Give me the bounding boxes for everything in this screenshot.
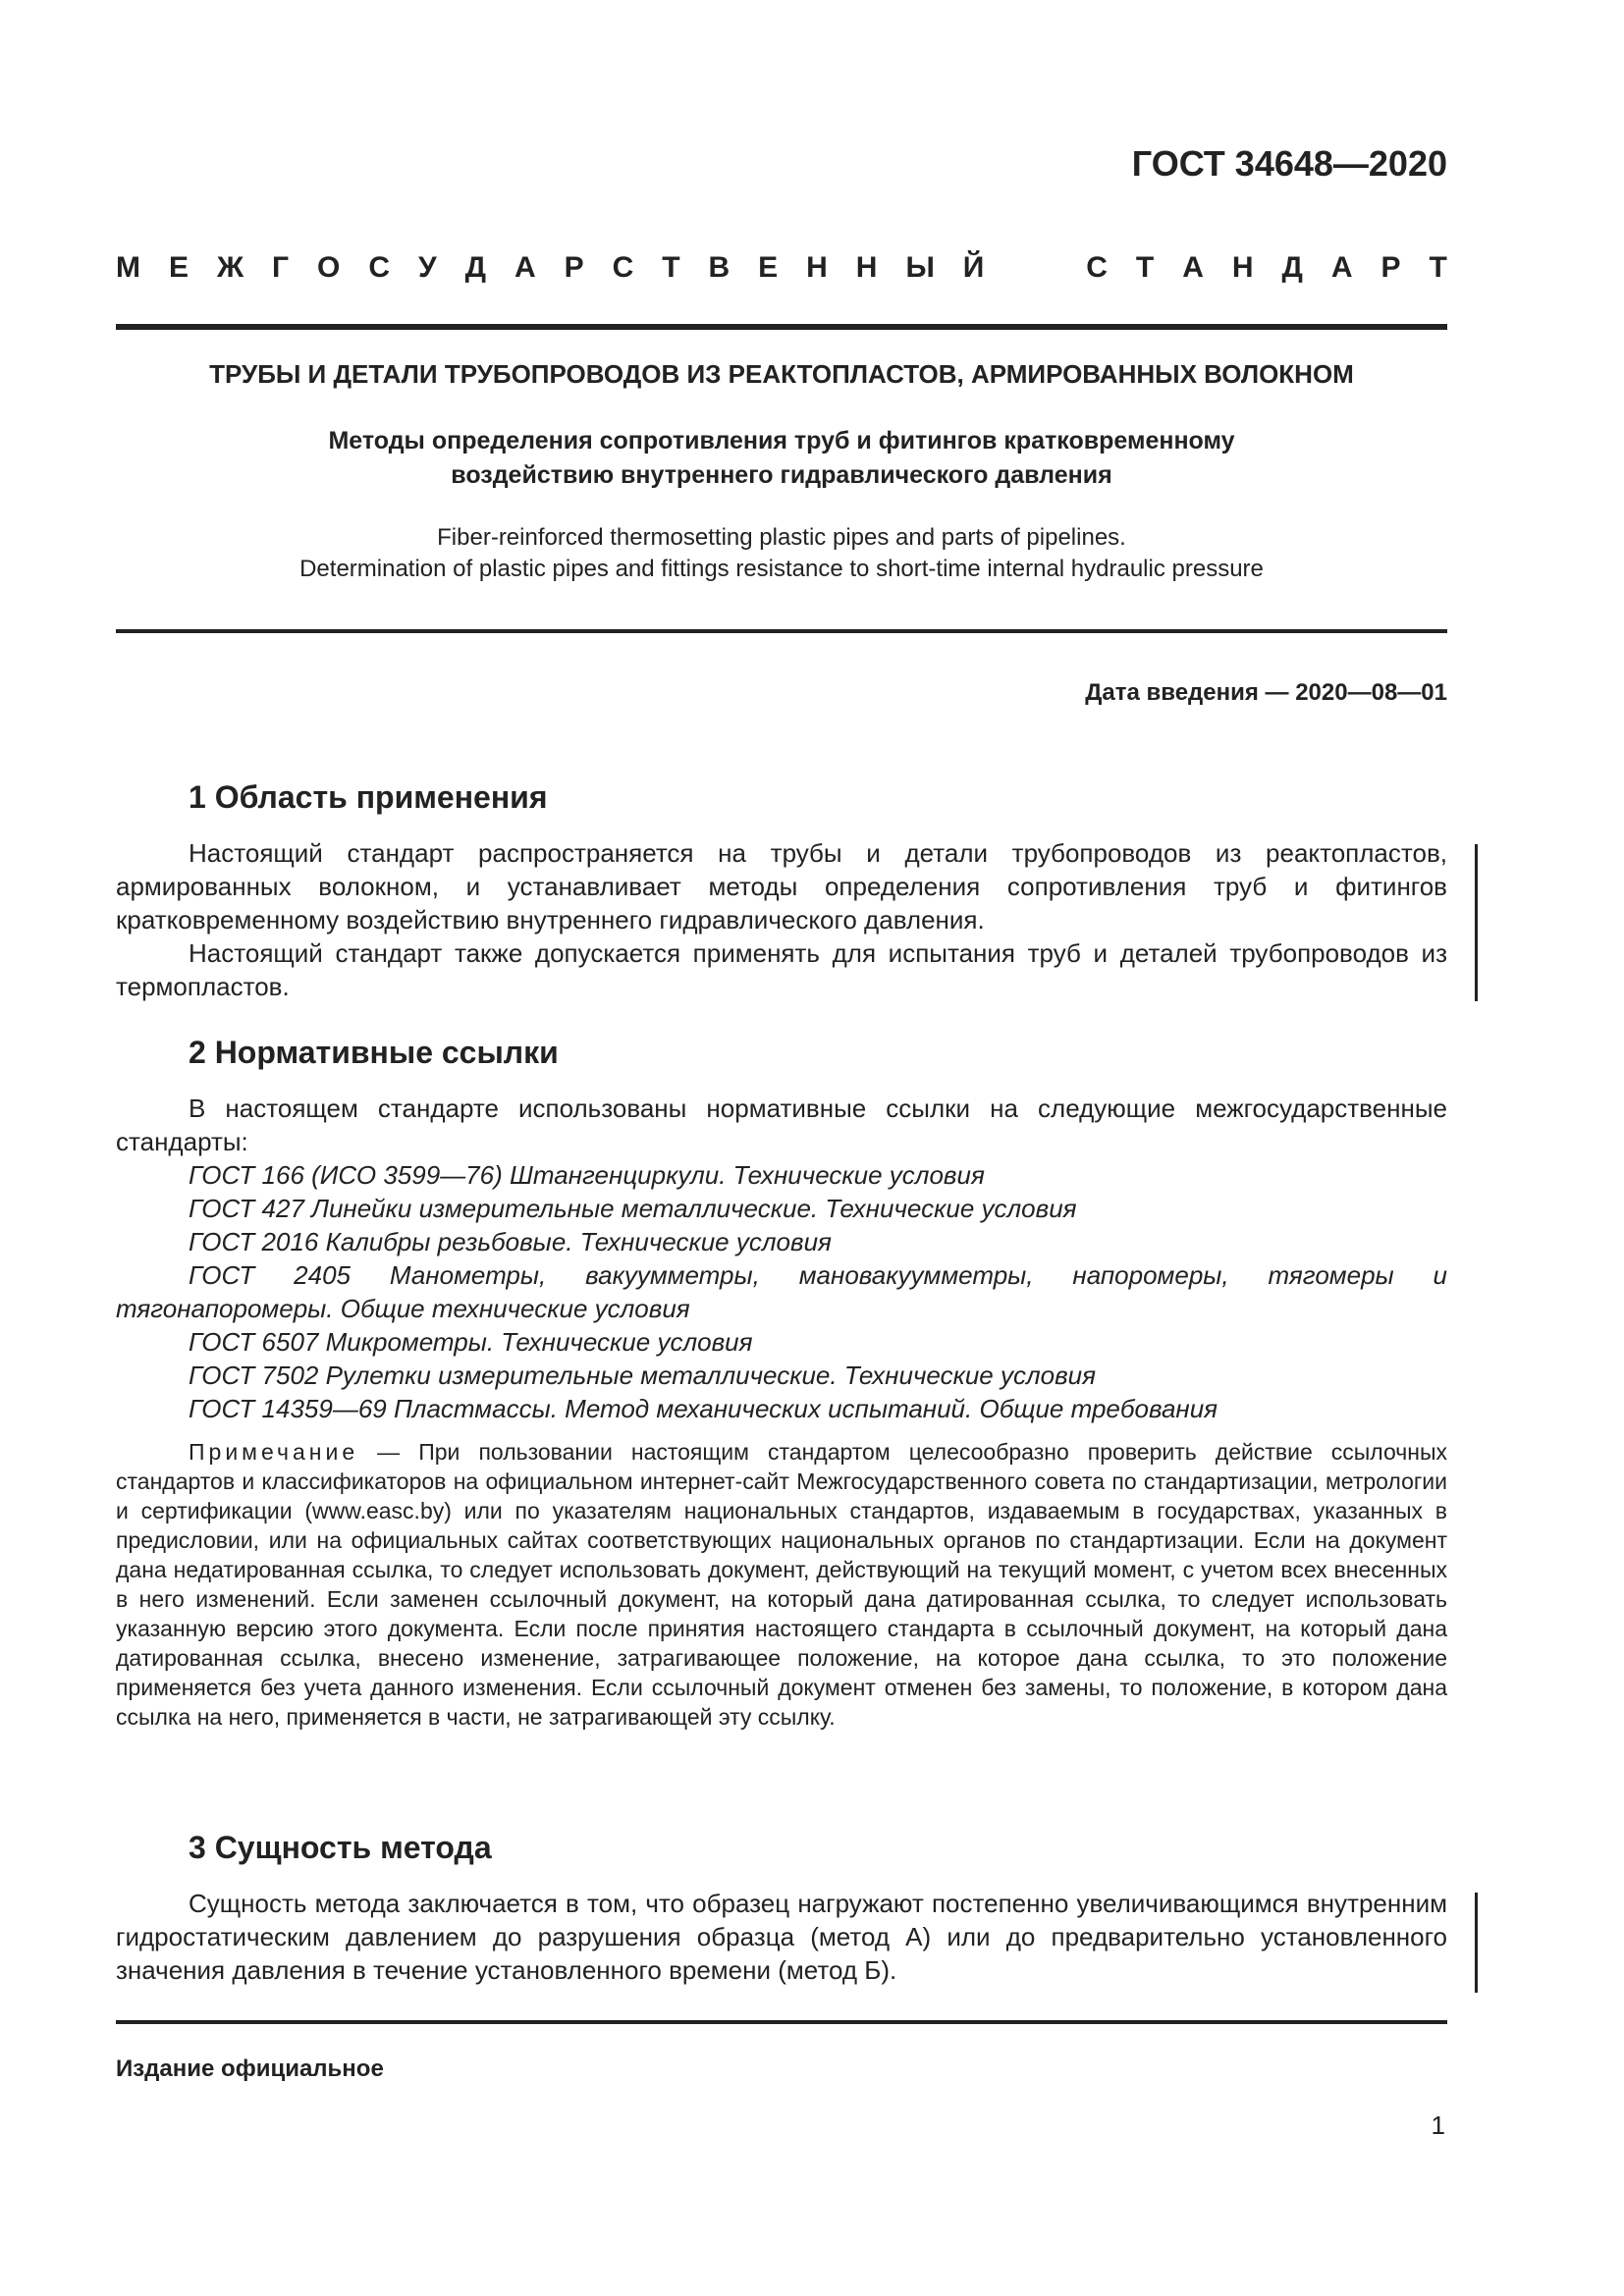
reference-item: ГОСТ 7502 Рулетки измерительные металлические. Технические условия: [189, 1361, 1097, 1390]
reference-note: [116, 1437, 1447, 1732]
note-text: — При пользовании настоящим стандартом целесообразно проверить действие ссылочных стандартов и классификаторов на официальном интернет-сайт Межгосударственного совета по стандартизации, метрологии и сертификации (www.easc.by) или по указателям национальных стандартов, издаваемым в государствах, указанных в предисловии, или на официальных сайтах соответствующих национальных органов по стандартизации. Если на документ дана недатированная ссылка, то следует использовать документ, действующий на текущий момент, с учетом всех внесенных в него изменений. Если заменен ссылочный документ, на который дана датированная ссылка, то следует использовать указанную версию этого документа. Если после принятия настоящего стандарта в ссылочный документ, на который дана датированная ссылка, внесено изменение, затрагивающее положение, на которое дана ссылка, то это положение применяется без учета данного изменения. Если ссылочный документ отменен без замены, то положение, в котором дана ссылка на него, применяется в части, не затрагивающей эту ссылку.: [116, 1439, 1447, 1730]
reference-item: ГОСТ 2405 Манометры, вакуумметры, мановакуумметры, напоромеры, тягомеры и тягонапоромеры. Общие технические условия: [116, 1260, 1447, 1323]
english-title: [116, 522, 1447, 585]
word-gap: [1012, 251, 1057, 285]
page-number: 1: [1431, 2110, 1445, 2140]
standard-type-letter: У: [417, 251, 437, 284]
standard-type-letter: С: [1086, 251, 1108, 284]
standard-type-letter: Н: [1231, 251, 1254, 284]
section-1-paragraph-2: Настоящий стандарт также допускается применять для испытания труб и деталей трубопроводов из термопластов.: [116, 938, 1447, 1001]
title-divider: [116, 629, 1447, 633]
standard-type-letter: М: [116, 251, 140, 284]
standard-type-letter: Й: [962, 251, 985, 284]
reference-item: ГОСТ 427 Линейки измерительные металлические. Технические условия: [189, 1194, 1077, 1223]
english-title-line-1: Fiber-reinforced thermosetting plastic pipes and parts of pipelines.: [437, 524, 1126, 551]
section-3-paragraph-1: Сущность метода заключается в том, что образец нагружают постепенно увеличивающимся внутренним гидростатическим давлением до разрушения образца (метод А) или до предварительно установленного значения давления в течение установленного времени (метод Б).: [116, 1889, 1447, 1985]
section-1-paragraph-1: Настоящий стандарт распространяется на трубы и детали трубопроводов из реактопластов, армированных волокном, и устанавливает методы определения сопротивления труб и фитингов кратковременному воздействию внутреннего гидравлического давления.: [116, 838, 1447, 934]
standard-type-letter: Д: [464, 251, 486, 284]
change-bar: [1475, 844, 1478, 1001]
standard-type-letter: А: [1330, 251, 1353, 284]
standard-type-heading: [116, 251, 1447, 285]
section-2-intro: [116, 1092, 1447, 1158]
section-1-heading: 1 Область применения: [189, 779, 548, 815]
document-title: ТРУБЫ И ДЕТАЛИ ТРУБОПРОВОДОВ ИЗ РЕАКТОПЛАСТОВ, АРМИРОВАННЫХ ВОЛОКНОМ: [209, 359, 1354, 389]
standard-type-letter: Р: [564, 251, 584, 284]
reference-item: ГОСТ 6507 Микрометры. Технические условия: [189, 1327, 753, 1357]
note-label: Примечание: [189, 1439, 359, 1465]
document-number: ГОСТ 34648—2020: [1131, 143, 1447, 184]
standard-type-letter: С: [612, 251, 634, 284]
subtitle-line-2: воздействию внутреннего гидравлического давления: [451, 461, 1112, 489]
section-1-body: [116, 836, 1447, 1003]
reference-item: ГОСТ 166 (ИСО 3599—76) Штангенциркули. Технические условия: [189, 1160, 985, 1190]
standard-type-letter: Н: [806, 251, 828, 284]
standard-type-letter: Е: [168, 251, 189, 284]
standard-type-letter: Ы: [905, 251, 935, 284]
section-3-body: [116, 1887, 1447, 1987]
standard-type-letter: Д: [1281, 251, 1303, 284]
subtitle-line-1: Методы определения сопротивления труб и фитингов кратковременному: [328, 427, 1235, 454]
document-subtitle: [116, 424, 1447, 493]
reference-item: ГОСТ 14359—69 Пластмассы. Метод механических испытаний. Общие требования: [189, 1394, 1218, 1423]
standard-type-letter: С: [368, 251, 391, 284]
english-title-line-2: Determination of plastic pipes and fittings resistance to short-time internal hydraulic pressure: [299, 556, 1264, 582]
standard-type-letter: Р: [1380, 251, 1401, 284]
standard-type-letter: Ж: [216, 251, 244, 284]
standard-type-letter: Н: [855, 251, 878, 284]
header-divider: [116, 324, 1447, 330]
standard-type-letter: Т: [1429, 251, 1447, 284]
section-2-heading: 2 Нормативные ссылки: [189, 1035, 559, 1070]
standard-type-letter: О: [317, 251, 341, 284]
standard-type-letter: В: [708, 251, 731, 284]
edition-label: Издание официальное: [116, 2056, 384, 2082]
standard-type-letter: Г: [272, 251, 290, 284]
standard-type-letter: А: [1182, 251, 1204, 284]
standard-type-letter: А: [514, 251, 536, 284]
introduction-date: Дата введения — 2020—08—01: [1085, 679, 1447, 706]
standard-type-letter: Е: [758, 251, 779, 284]
standard-type-letter: Т: [1135, 251, 1155, 284]
footer-divider: [116, 2020, 1447, 2024]
section-3-heading: 3 Сущность метода: [189, 1830, 492, 1865]
standard-type-letter: Т: [662, 251, 680, 284]
section-2-paragraph-1: В настоящем стандарте использованы нормативные ссылки на следующие межгосударственные стандарты:: [116, 1094, 1447, 1156]
change-bar: [1475, 1893, 1478, 1993]
reference-item: ГОСТ 2016 Калибры резьбовые. Технические условия: [189, 1227, 832, 1256]
normative-references-list: [116, 1158, 1447, 1425]
